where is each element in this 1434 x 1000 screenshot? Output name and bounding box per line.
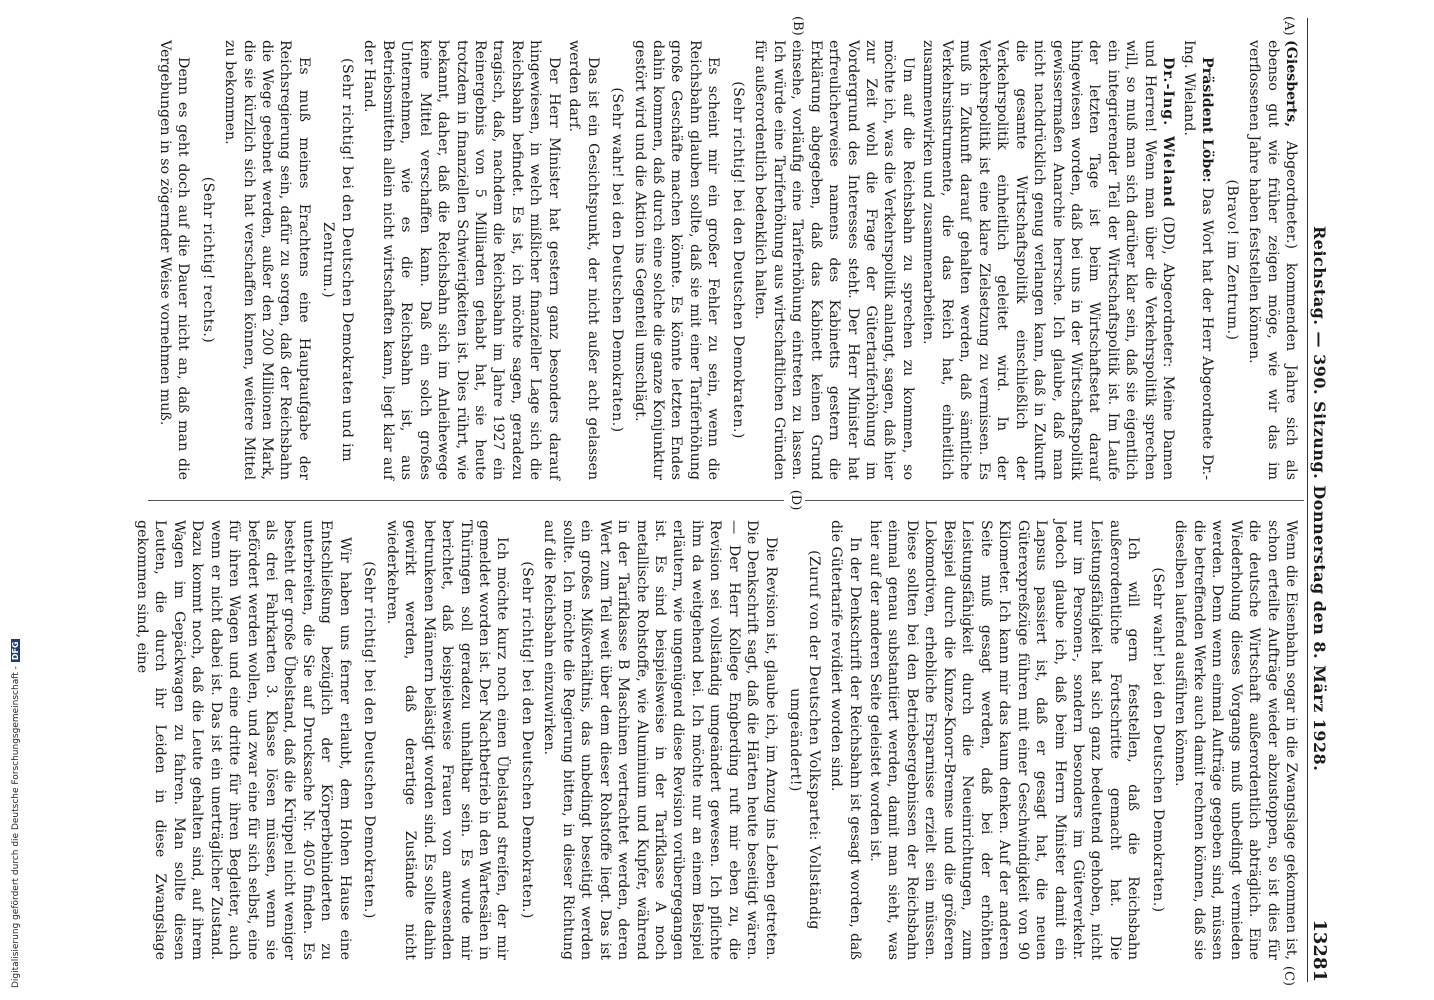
interjection: (Sehr wahr! bei den Deutschen Demokraten.) <box>609 87 626 433</box>
paragraph: Ich möchte kurz noch einen Übelstand streifen, der mir gemeldet worden ist. Der Nachtbetrieb in den Wartesälen in Thüringen soll geradezu unhaltbar sein. Es wurde mir berichtet, daß beispielsweise Frauen von anwesenden betrunkenen Männern belästigt worden sind. Es sollte dahin gewirkt werden, daß derartige Zustände nicht wiederkehren. <box>383 520 511 960</box>
paragraph: Die Revision ist, glaube ich, im Anzug ins Leben getreten. Die Denkschrift sagt, daß die Härten heute beseitigt wären. — Der Herr Kollege Engberding ruft mir eben zu, die Revision sei vollständig umgeändert gewesen. Ich pflichte ihm da weitgehend bei. Ich möchte nur an einem Beispiel erläutern, wie ungenügend diese Revision vorübergegangen ist. Es sind beispielsweise in der Tarifklasse A noch metallische Rohstoffe, wie Aluminium und Kupfer, während in der Tarifklasse B Maschinen vertrachtet werden, deren Wert zum Teil weit über dem dieser Rohstoffe liegt. Das ist ein großes Mißverhältnis, das unbedingt beseitigt werden sollte. Ich möchte die Regierung bitten, in dieser Richtung auf die Reichsbahn einzuwirken. <box>541 520 779 960</box>
paragraph: In der Denkschrift der Reichsbahn ist gesagt worden, daß die Gütertarife revidiert worden sind. <box>828 520 863 960</box>
left-column <box>150 40 1300 480</box>
paragraph: Der Herr Minister hat gestern ganz besonders darauf hingewiesen, in welch mißlicher finanzieller Lage sich die Reichsbahn befindet. Es ist, ich möchte sagen, geradezu tragisch, daß, nachdem die Reichsbahn im Jahre 1927 ein Reinergebnis von 5 Milliarden gehabt hat, sie heute trotzdem in finanziellen Schwierigkeiten ist. Dies rührt, wie bekannt, daher, daß die Reichsbahn sich im Anleihewege keine Mittel verschaffen kann. Daß ein solch großes Unternehmen, wie es die Reichsbahn ist, aus Betriebsmitteln allein nicht wirtschaften kann, liegt klar auf der Hand. <box>361 40 562 480</box>
paragraph: Das ist ein Gesichtspunkt, der nicht außer acht gelassen werden darf. <box>566 40 601 480</box>
interjection: (Sehr richtig! rechts.) <box>199 176 216 344</box>
paragraph: Denn es geht doch auf die Dauer nicht an, daß man die Vergebungen in so zögernder Weise vornehmen muß. <box>156 40 192 480</box>
paragraph: Es muß meines Erachtens eine Hauptaufgabe der Reichsregierung sein, dafür zu sorgen, daß der Reichsbahn die Wege geebnet werden, außer den 200 Millionen Mark, die sie kürzlich sich hat verschaffen können, weitere Mittel zu bekommen. <box>222 40 312 480</box>
paragraph-text: Das Wort hat der Herr Abgeordnete Dr.-Ing. Wieland. <box>1180 40 1216 480</box>
paragraph <box>1245 40 1300 480</box>
interjection: (Bravo! im Zentrum.) <box>1223 179 1240 341</box>
margin-marker-b: (B) <box>790 16 805 36</box>
margin-marker-c: (C) <box>1281 965 1296 986</box>
speaker-name: (Giesberts, <box>1283 40 1299 128</box>
header-title: Reichstag. — 390. Sitzung. Donnerstag den 8. März 1928. <box>1309 225 1329 772</box>
interjection: (Zuruf von der Deutschen Volkspartei: Vollständig umgeändert!) <box>787 550 822 930</box>
scanned-page <box>133 0 1340 1000</box>
paragraph <box>919 40 1177 480</box>
paragraph-text: Meine Damen und Herren! Wenn man über die Verkehrspolitik sprechen will, so muß man sich darüber klar sein, daß sie eigentlich ein integrierender Teil der Wirtschaftspolitik ist. Im Laufe der letzten Tage ist beim Wirtschaftsetat darauf hingewiesen worden, daß bei uns in der Wirtschaftspolitik gewissermaßen Anarchie herrsche. Ich glaube, daß man nicht nachdrücklich genug verlangen kann, daß in Zukunft die gesamte Wirtschaftspolitik einschließlich der Verkehrspolitik einheitlich geleitet wird. In der Verkehrspolitik ist eine klare Zielsetzung zu vermissen. Es muß in Zukunft darauf gehalten werden, daß sämtliche Verkehrsinstrumente, die das Reich hat, einheitlich zusammenwirken und zusammenarbeiten. <box>920 40 1177 480</box>
paragraph: Es scheint mir ein großer Fehler zu sein, wenn die Reichsbahn glauben sollte, daß sie mit einer Tariferhöhung große Geschäfte machen könnte. Es könnte letzten Endes dahin kommen, daß durch eine solche die ganze Konjunktur gestört wird und die Aktion ins Gegenteil umschlägt. <box>631 40 722 480</box>
page-header <box>1307 18 1334 982</box>
column-divider <box>148 500 1304 501</box>
margin-marker-d: (D) <box>784 490 805 511</box>
interjection: (Sehr richtig! bei den Deutschen Demokraten.) <box>361 561 378 919</box>
speaker-role: (DD), Abgeordneter: <box>1160 216 1177 368</box>
dfg-logo: DFG <box>11 641 20 661</box>
rotated-page-container <box>133 0 1340 1000</box>
digitization-credit <box>11 639 21 988</box>
speaker-name: Präsident Löbe: <box>1199 57 1216 183</box>
paragraph <box>1179 40 1216 480</box>
watermark-strip <box>0 0 22 1000</box>
right-column <box>133 520 1300 960</box>
paragraph: Ich will gern feststellen, daß die Reichsbahn außerordentliche Fortschritte gemacht hat. Die Leistungsfähigkeit hat sich ganz bedeutend gehoben, nicht nur im Personen-, sondern besonders im Güterverkehr. Jedoch glaube ich, daß beim Herrn Minister damit ein Lapsus passiert ist, daß er gesagt hat, die neuen Güterexpreßzüge führen mit einer Geschwindigkeit von 90 Kilometer. Ich kann mir das kaum denken. Auf der anderen Seite muß gesagt werden, daß bei der erhöhten Leistungsfähigkeit durch die Neueinrichtungen, zum Beispiel durch die Kunze-Knorr-Bremse und die größeren Lokomotiven, erhebliche Ersparnisse erzielt sein müssen. Diese sollten bei den Betriebsergebnissen der Reichsbahn einmal genau substantiiert werden, damit man sieht, was hier auf der anderen Seite geleistet worden ist. <box>867 520 1142 960</box>
paragraph: Um auf die Reichsbahn zu sprechen zu kommen, so möchte ich, was die Verkehrspolitik anlangt, sagen, daß hier zur Zeit wohl die Frage der Gütertariferhöhung im Vordergrund des Interesses steht. Der Herr Minister hat erfreulicherweise namens des Kabinetts gestern die Erklärung abgegeben, daß das Kabinett keinen Grund einsehe, vorläufig eine Tariferhöhung eintreten zu lassen. Ich würde eine Tariferhöhung aus wirtschaftlichen Gründen für außerordentlich bedenklich halten. <box>752 40 916 480</box>
paragraph-text: kommenden Jahre sich als ebenso gut wie früher zeigen möge, wie wir das im verflossenen Jahre haben feststellen können. <box>1246 40 1299 480</box>
digitization-credit-text: Digitalisierung gefördert durch die Deutsche Forschungsgemeinschaft - <box>11 666 21 988</box>
page-number: 13281 <box>1309 919 1331 982</box>
interjection: (Sehr richtig! bei den Deutschen Demokraten.) <box>729 81 746 439</box>
paragraph: Wenn die Eisenbahn sogar in die Zwangslage gekommen ist, schon erteilte Aufträge wieder abzustoppen, so ist dies für die deutsche Wirtschaft außerordentlich abträglich. Eine Wiederholung dieses Vorgangs muß unbedingt vermieden werden. Denn wenn einmal Aufträge gegeben sind, müssen die betreffenden Werke auch damit rechnen können, daß sie dieselben laufend ausführen können. <box>1172 520 1299 960</box>
speaker-role: Abgeordneter.) <box>1283 140 1299 250</box>
interjection: (Sehr wahr! bei den Deutschen Demokraten.) <box>1149 567 1166 913</box>
paragraph: Wir haben uns ferner erlaubt, dem Hohen Hause eine Entschließung bezüglich der Körperbehinderten zu unterbreiten, die Sie auf Drucksache Nr. 4050 finden. Es besteht der große Übelstand, daß die Krüppel nicht weniger als drei Fahrkarten 3. Klasse lösen müssen, wenn sie befördert werden wollen, und zwar eine für sich selbst, eine für ihren Wagen und eine dritte für ihren Begleiter, auch wenn er nicht dabei ist. Das ist ein unerträglicher Zustand. Dazu kommt noch, daß die Leute gehalten sind, auf ihrem Wagen im Gepäckwagen zu fahren. Man sollte diesen Leuten, die durch ihr Leiden in diese Zwangslage gekommen sind, eine <box>133 520 353 960</box>
speaker-name: Dr.-Ing. Wieland <box>1160 57 1177 208</box>
interjection: (Sehr richtig! bei den Deutschen Demokraten und im Zentrum.) <box>320 58 355 462</box>
margin-marker-a: (A) <box>1281 16 1296 36</box>
interjection: (Sehr richtig! bei den Deutschen Demokraten.) <box>518 561 535 919</box>
